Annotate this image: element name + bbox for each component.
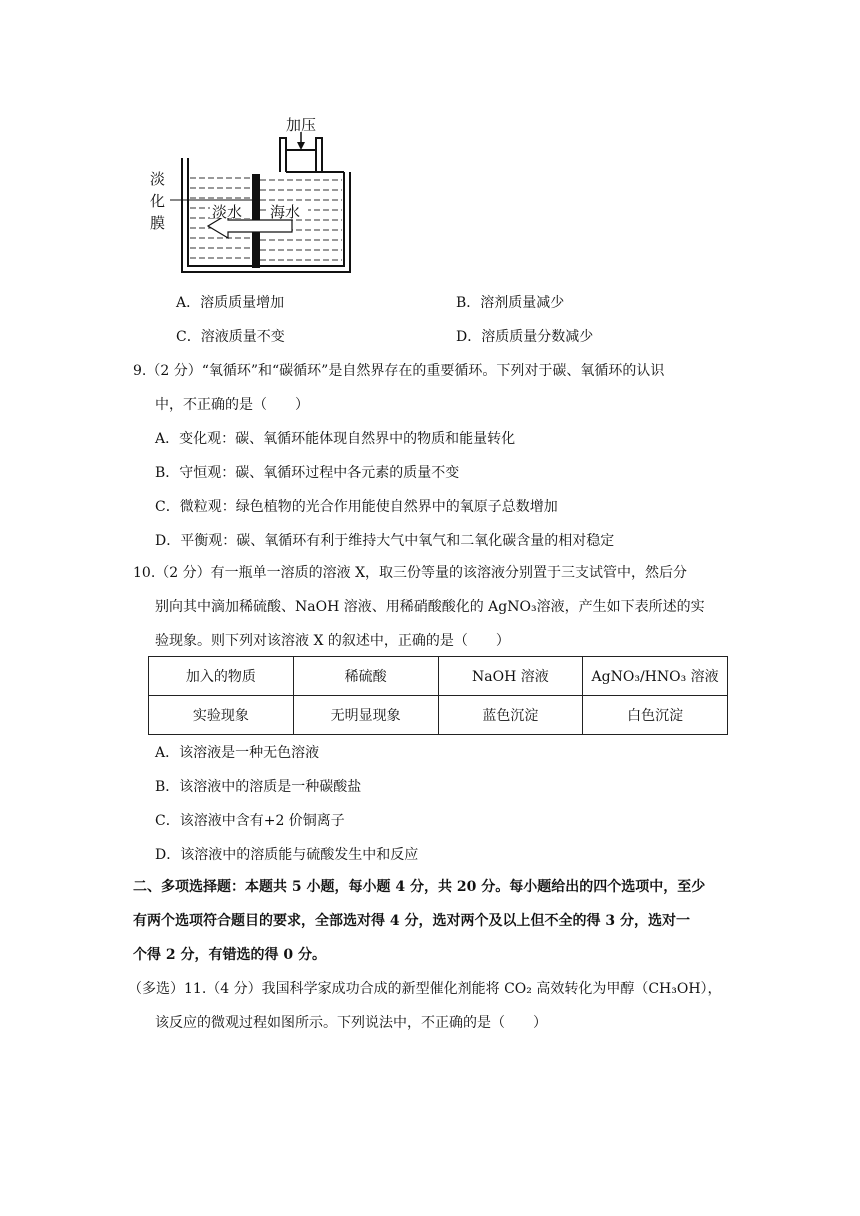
q10-option-a: A．该溶液是一种无色溶液 — [155, 745, 320, 761]
membrane-label-3: 膜 — [150, 214, 166, 232]
table-cell: 实验现象 — [149, 696, 294, 735]
table-cell: 加入的物质 — [149, 657, 294, 696]
q10-option-b: B．该溶液中的溶质是一种碳酸盐 — [155, 779, 362, 795]
q8-option-d: D．溶质质量分数减少 — [456, 329, 594, 345]
table-row — [149, 657, 728, 696]
fresh-water-label: 淡水 — [212, 203, 243, 221]
q9-stem-line2: 中，不正确的是（ ） — [155, 397, 309, 413]
q8-option-c: C．溶液质量不变 — [176, 329, 285, 345]
q10-stem-line3: 验现象。则下列对该溶液 X 的叙述中，正确的是（ ） — [155, 633, 510, 649]
membrane-label-2: 化 — [150, 192, 166, 210]
section2-heading-line1: 二、多项选择题：本题共 5 小题，每小题 4 分，共 20 分。每小题给出的四个选项中，至少 — [133, 879, 706, 895]
table-cell: 蓝色沉淀 — [438, 696, 583, 735]
section2-heading-line2: 有两个选项符合题目的要求，全部选对得 4 分，选对两个及以上但不全的得 3 分，选对一 — [133, 913, 690, 929]
table-cell: NaOH 溶液 — [438, 657, 583, 696]
q11-stem-line2: 该反应的微观过程如图所示。下列说法中，不正确的是（ ） — [155, 1015, 547, 1031]
table-cell: 稀硫酸 — [293, 657, 438, 696]
q11-stem-line1: （多选）11.（4 分）我国科学家成功合成的新型催化剂能将 CO₂ 高效转化为甲醇（CH₃OH）， — [128, 981, 722, 997]
section2-heading-line3: 个得 2 分，有错选的得 0 分。 — [133, 947, 326, 963]
q8-option-a: A．溶质质量增加 — [176, 295, 285, 311]
table-cell: 无明显现象 — [293, 696, 438, 735]
q9-option-a: A．变化观：碳、氧循环能体现自然界中的物质和能量转化 — [155, 431, 516, 447]
q10-stem-line1: 10.（2 分）有一瓶单一溶质的溶液 X，取三份等量的该溶液分别置于三支试管中，然后分 — [133, 565, 688, 581]
q9-stem-line1: 9.（2 分）“氧循环”和“碳循环”是自然界存在的重要循环。下列对于碳、氧循环的认识 — [133, 363, 665, 379]
sea-water-label: 海水 — [270, 203, 301, 221]
q9-option-b: B．守恒观：碳、氧循环过程中各元素的质量不变 — [155, 465, 460, 481]
table-row — [149, 696, 728, 735]
q10-stem-line2: 别向其中滴加稀硫酸、NaOH 溶液、用稀硝酸酸化的 AgNO₃溶液，产生如下表所述的实 — [155, 599, 705, 615]
q9-option-d: D．平衡观：碳、氧循环有利于维持大气中氧气和二氧化碳含量的相对稳定 — [155, 533, 615, 549]
q9-option-c: C．微粒观：绿色植物的光合作用能使自然界中的氧原子总数增加 — [155, 499, 558, 515]
desalination-diagram — [140, 110, 360, 280]
press-label: 加压 — [286, 116, 317, 134]
q10-option-c: C．该溶液中含有+2 价铜离子 — [155, 813, 345, 829]
q8-option-b: B．溶剂质量减少 — [456, 295, 565, 311]
table-cell: 白色沉淀 — [583, 696, 728, 735]
membrane-label-1: 淡 — [150, 170, 166, 188]
table-cell: AgNO₃/HNO₃ 溶液 — [583, 657, 728, 696]
q10-option-d: D．该溶液中的溶质能与硫酸发生中和反应 — [155, 847, 419, 863]
experiment-table — [148, 656, 728, 735]
